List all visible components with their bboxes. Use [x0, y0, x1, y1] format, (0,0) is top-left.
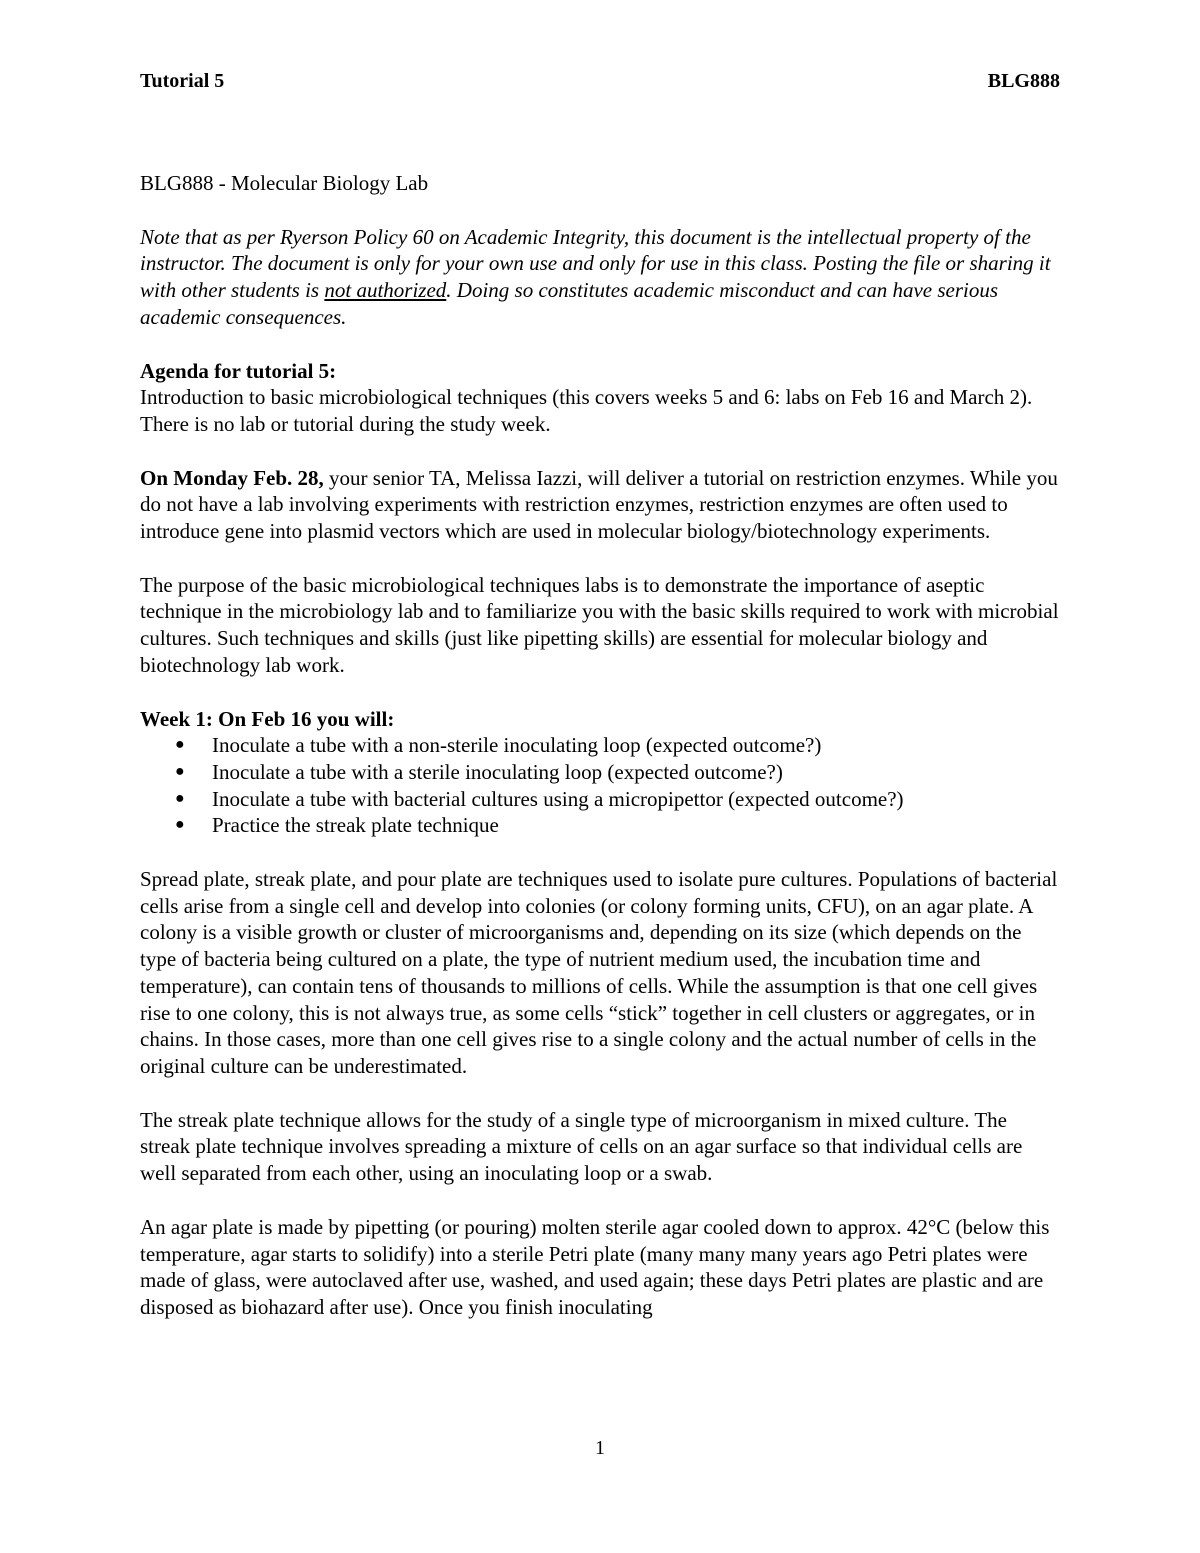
page-header [140, 70, 1060, 100]
list-item [140, 786, 1060, 813]
document-body [140, 170, 1060, 1321]
week1-heading: Week 1: On Feb 16 you will: [140, 706, 395, 731]
header-tutorial-label: Tutorial 5 [140, 70, 225, 92]
monday-paragraph [140, 465, 1060, 545]
bullet-icon: ● [175, 762, 185, 780]
bullet-icon: ● [175, 816, 185, 834]
bullet-icon: ● [175, 789, 185, 807]
list-item-text: Practice the streak plate technique [212, 813, 499, 838]
week1-task-list [140, 732, 1060, 839]
academic-integrity-note [140, 224, 1060, 331]
header-course-code: BLG888 [987, 70, 1060, 92]
integrity-note-part1: Note that as per Ryerson Policy 60 on Academic Integrity, this document is the intellectual property of the instructor. The document is only for your own use and only for use in this class. Posting the file or sharing it with other students is [140, 224, 1051, 303]
agenda-text: Introduction to basic microbiological techniques (this covers weeks 5 and 6: labs on Feb 16 and March 2). There is no lab or tutorial during the study week. [140, 385, 1033, 436]
list-item [140, 732, 1060, 759]
purpose-paragraph: The purpose of the basic microbiological techniques labs is to demonstrate the importance of aseptic technique in the microbiology lab and to familiarize you with the basic skills required to work with microbial cultures. Such techniques and skills (just like pipetting skills) are essential for molecular biology and biotechnology lab work. [140, 572, 1059, 677]
bullet-icon: ● [175, 736, 185, 754]
agar-plate-paragraph: An agar plate is made by pipetting (or pouring) molten sterile agar cooled down to approx. 42°C (below this temperature, agar starts to solidify) into a sterile Petri plate (many many many years ago Petri plates were made of glass, were autoclaved after use, washed, and used again; these days Petri plates are plastic and are disposed as biohazard after use). Once you finish inoculating [140, 1214, 1050, 1319]
list-item [140, 812, 1060, 839]
integrity-note-underlined: not authorized [324, 278, 447, 303]
agenda-heading: Agenda for tutorial 5: [140, 358, 337, 383]
streak-plate-paragraph: The streak plate technique allows for the study of a single type of microorganism in mixed culture. The streak plate technique involves spreading a mixture of cells on an agar surface so that individual cells are well separated from each other, using an inoculating loop or a swab. [140, 1107, 1023, 1186]
list-item-text: Inoculate a tube with a non-sterile inoculating loop (expected outcome?) [212, 733, 822, 758]
list-item-text: Inoculate a tube with bacterial cultures using a micropipettor (expected outcome?) [212, 786, 904, 811]
monday-text: your senior TA, Melissa Iazzi, will deliver a tutorial on restriction enzymes. While you do not have a lab involving experiments with restriction enzymes, restriction enzymes are often used to introduce gene into plasmid vectors which are used in molecular biology/biotechnology experiments. [140, 465, 1058, 544]
monday-bold-lead: On Monday Feb. 28, [140, 465, 324, 490]
spread-plate-paragraph: Spread plate, streak plate, and pour plate are techniques used to isolate pure cultures. Populations of bacterial cells arise from a single cell and develop into colonies (or colony forming units, CFU), on an agar plate. A colony is a visible growth or cluster of microorganisms and, depending on its size (which depends on the type of bacteria being cultured on a plate, the type of nutrient medium used, the incubation time and temperature), can contain tens of thousands to millions of cells. While the assumption is that one cell gives rise to one colony, this is not always true, as some cells “stick” together in cell clusters or aggregates, or in chains. In those cases, more than one cell gives rise to a single colony and the actual number of cells in the original culture can be underestimated. [140, 867, 1058, 1078]
list-item [140, 759, 1060, 786]
page-number: 1 [595, 1437, 605, 1459]
integrity-note-part2: . Doing so constitutes academic misconduct and can have serious academic consequences. [140, 278, 999, 329]
course-title: BLG888 - Molecular Biology Lab [140, 171, 429, 195]
list-item-text: Inoculate a tube with a sterile inoculating loop (expected outcome?) [212, 759, 783, 784]
